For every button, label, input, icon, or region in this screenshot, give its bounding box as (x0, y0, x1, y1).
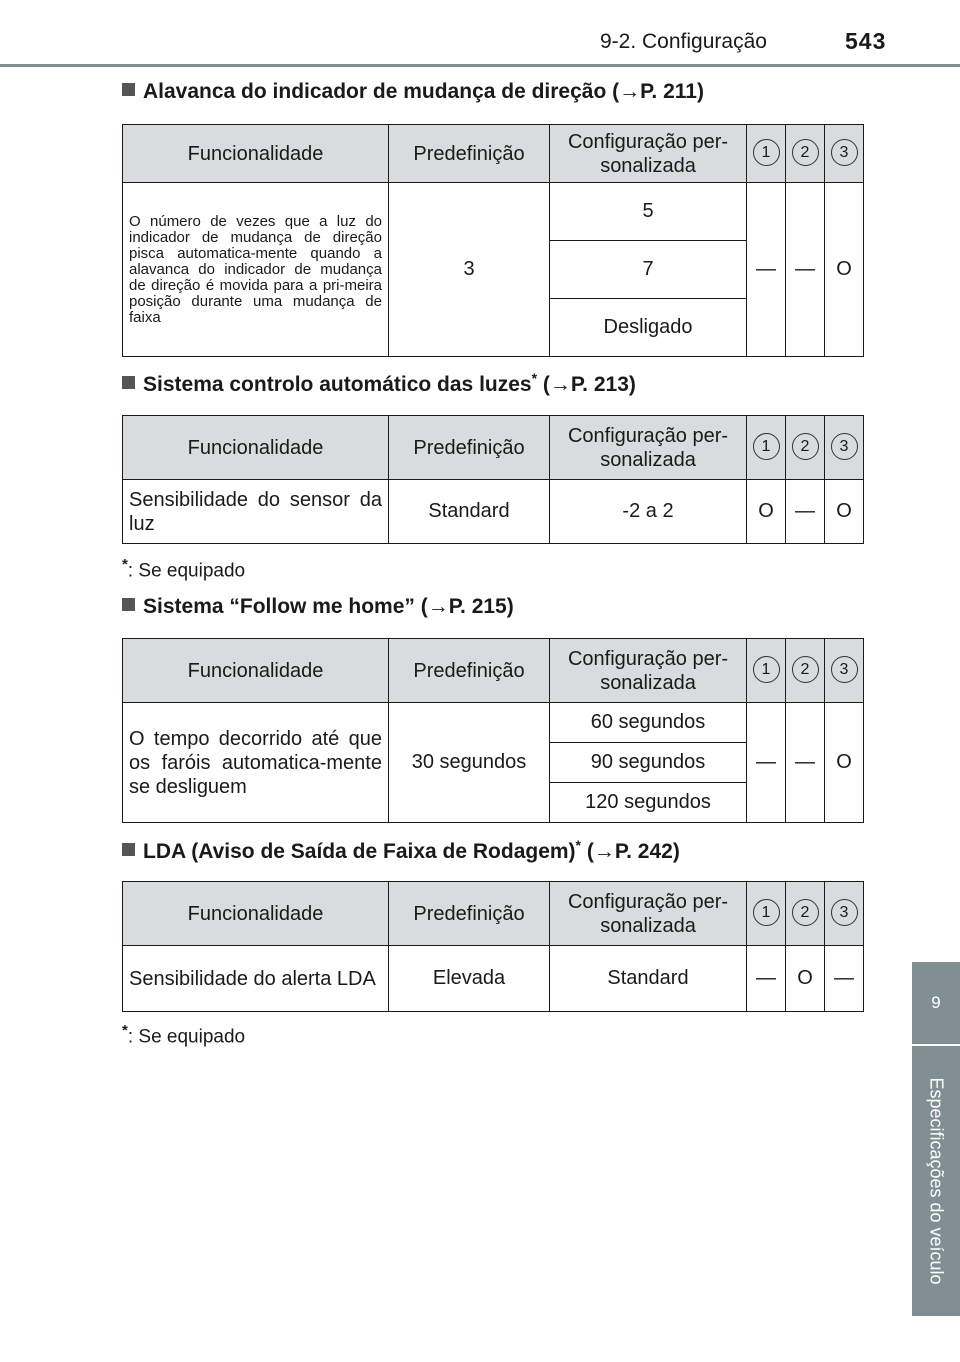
cell-c2: — (786, 183, 825, 357)
section-title-2 (122, 370, 636, 397)
cell-func: Sensibilidade do alerta LDA (123, 946, 389, 1012)
footnote-2 (122, 1022, 245, 1048)
cell-option: -2 a 2 (550, 480, 747, 544)
section-title-text: Sistema controlo automático das luzes (143, 373, 532, 396)
col-header-func: Funcionalidade (123, 639, 389, 703)
circled-number-3: 3 (831, 139, 858, 166)
cell-c1: O (747, 480, 786, 544)
col-header-custom: Configuração per-sonalizada (550, 416, 747, 480)
cell-c3: O (825, 703, 864, 823)
col-header-custom: Configuração per-sonalizada (550, 639, 747, 703)
section-title-text: Sistema “Follow me home” (→P. 215) (143, 595, 514, 618)
asterisk: * (122, 1022, 128, 1039)
col-header-3 (825, 125, 864, 183)
footnote-text: : Se equipado (127, 1026, 246, 1048)
col-header-func: Funcionalidade (123, 416, 389, 480)
square-bullet-icon (122, 598, 135, 611)
settings-table-1 (122, 124, 864, 357)
col-header-custom: Configuração per-sonalizada (550, 882, 747, 946)
circled-number-3: 3 (831, 899, 858, 926)
circled-number-1: 1 (753, 899, 780, 926)
section-title-3 (122, 595, 514, 619)
col-header-2 (786, 125, 825, 183)
col-header-default: Predefinição (389, 639, 550, 703)
cell-c1: — (747, 703, 786, 823)
cell-default: 3 (389, 183, 550, 357)
col-header-2 (786, 639, 825, 703)
col-header-1 (747, 882, 786, 946)
cell-c2: — (786, 480, 825, 544)
cell-default: Standard (389, 480, 550, 544)
cell-option: Standard (550, 946, 747, 1012)
col-header-3 (825, 882, 864, 946)
section-title-4 (122, 837, 680, 864)
settings-table-4 (122, 881, 864, 1012)
col-header-func: Funcionalidade (123, 125, 389, 183)
side-tab-label-box (912, 1046, 960, 1316)
col-header-custom: Configuração per-sonalizada (550, 125, 747, 183)
footnote-text: : Se equipado (127, 560, 246, 582)
circled-number-2: 2 (792, 139, 819, 166)
section-title-ref: (→P. 242) (586, 840, 680, 863)
settings-table-2 (122, 415, 864, 544)
cell-func: Sensibilidade do sensor da luz (123, 480, 389, 544)
col-header-3 (825, 639, 864, 703)
col-header-1 (747, 416, 786, 480)
side-tab-number: 9 (912, 962, 960, 1044)
col-header-default: Predefinição (389, 416, 550, 480)
section-title-text: LDA (Aviso de Saída de Faixa de Rodagem) (143, 840, 576, 863)
square-bullet-icon (122, 83, 135, 96)
circled-number-1: 1 (753, 656, 780, 683)
cell-c2: — (786, 703, 825, 823)
circled-number-1: 1 (753, 139, 780, 166)
col-header-1 (747, 639, 786, 703)
cell-c1: — (747, 946, 786, 1012)
cell-option: Desligado (550, 299, 747, 357)
settings-table-3 (122, 638, 864, 823)
col-header-default: Predefinição (389, 125, 550, 183)
section-title-text: Alavanca do indicador de mudança de direção (→P. 211) (143, 80, 704, 103)
cell-option: 5 (550, 183, 747, 241)
col-header-2 (786, 416, 825, 480)
col-header-1 (747, 125, 786, 183)
asterisk: * (122, 556, 128, 573)
cell-func: O tempo decorrido até que os faróis automatica-mente se desliguem (123, 703, 389, 823)
asterisk: * (575, 837, 581, 853)
cell-c3: O (825, 183, 864, 357)
cell-option: 7 (550, 241, 747, 299)
square-bullet-icon (122, 843, 135, 856)
cell-default: Elevada (389, 946, 550, 1012)
circled-number-2: 2 (792, 433, 819, 460)
cell-default: 30 segundos (389, 703, 550, 823)
header-title: 9-2. Configuração (600, 30, 767, 53)
circled-number-3: 3 (831, 656, 858, 683)
footnote-1 (122, 556, 245, 582)
circled-number-1: 1 (753, 433, 780, 460)
col-header-func: Funcionalidade (123, 882, 389, 946)
cell-option: 120 segundos (550, 783, 747, 823)
col-header-3 (825, 416, 864, 480)
circled-number-2: 2 (792, 899, 819, 926)
cell-c1: — (747, 183, 786, 357)
cell-c3: O (825, 480, 864, 544)
cell-option: 90 segundos (550, 743, 747, 783)
square-bullet-icon (122, 376, 135, 389)
header-rule (0, 64, 960, 67)
page-number: 543 (845, 28, 887, 54)
asterisk: * (531, 370, 538, 386)
circled-number-2: 2 (792, 656, 819, 683)
section-title-1 (122, 80, 704, 104)
cell-c3: — (825, 946, 864, 1012)
section-title-ref: (→P. 213) (542, 373, 636, 396)
cell-c2: O (786, 946, 825, 1012)
col-header-2 (786, 882, 825, 946)
side-tab-label: Especificações do veículo (926, 1077, 947, 1285)
col-header-default: Predefinição (389, 882, 550, 946)
cell-option: 60 segundos (550, 703, 747, 743)
cell-func: O número de vezes que a luz do indicador de mudança de direção pisca automatica-mente quando a alavanca do indicador de mudança de direção é movida para a pri-meira posição durante uma mudança de faixa (123, 183, 389, 357)
circled-number-3: 3 (831, 433, 858, 460)
